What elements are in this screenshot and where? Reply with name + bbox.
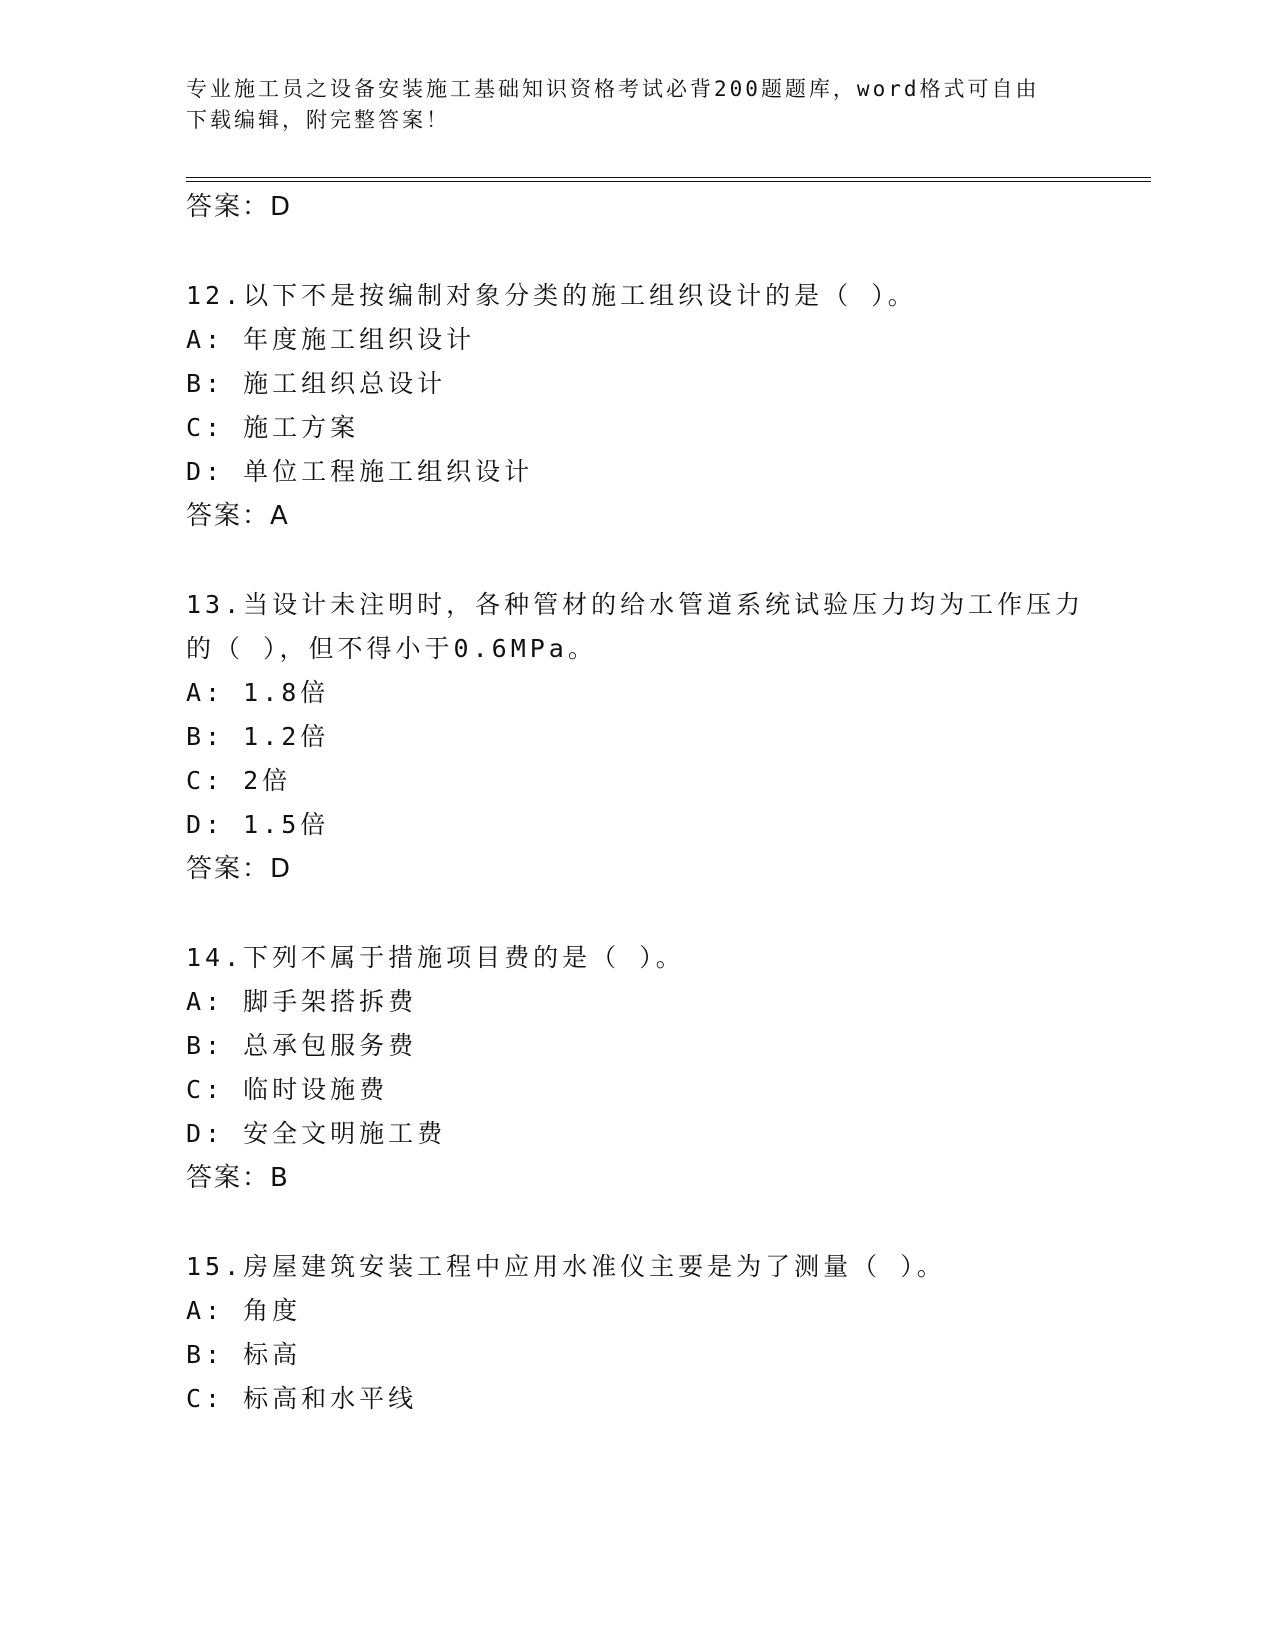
question-14-option-d: D: 安全文明施工费 <box>186 1119 447 1148</box>
question-14-stem: 14.下列不属于措施项目费的是（ ）。 <box>186 943 685 972</box>
document-header <box>186 74 1086 136</box>
header-line-2: 下载编辑，附完整答案！ <box>186 108 450 132</box>
question-13-option-d: D: 1.5倍 <box>186 810 330 839</box>
header-rule-top <box>186 177 1151 178</box>
question-14-option-c: C: 临时设施费 <box>186 1075 389 1104</box>
question-14-option-a: A: 脚手架搭拆费 <box>186 987 418 1016</box>
answer-14: 答案：B <box>186 1163 290 1193</box>
question-12-option-a: A: 年度施工组织设计 <box>186 325 476 354</box>
answer-12: 答案：A <box>186 501 290 531</box>
question-13-stem-line-2: 的（ ），但不得小于0.6MPa。 <box>186 634 597 663</box>
question-15-option-a: A: 角度 <box>186 1296 302 1325</box>
question-12-option-d: D: 单位工程施工组织设计 <box>186 457 534 486</box>
question-13-option-c: C: 2倍 <box>186 766 292 795</box>
question-15-stem: 15.房屋建筑安装工程中应用水准仪主要是为了测量（ ）。 <box>186 1252 946 1281</box>
question-13-stem-line-1: 13.当设计未注明时，各种管材的给水管道系统试验压力均为工作压力 <box>186 590 1085 619</box>
header-line-1: 专业施工员之设备安装施工基础知识资格考试必背200题题库，word格式可自由 <box>186 77 1040 101</box>
question-12-option-c: C: 施工方案 <box>186 413 360 442</box>
question-15-option-b: B: 标高 <box>186 1340 302 1369</box>
answer-13: 答案：D <box>186 854 293 884</box>
header-rule-bottom <box>186 181 1151 182</box>
question-14-option-b: B: 总承包服务费 <box>186 1031 418 1060</box>
question-15-option-c: C: 标高和水平线 <box>186 1384 418 1413</box>
question-13-option-a: A: 1.8倍 <box>186 678 330 707</box>
answer-11: 答案：D <box>186 192 293 222</box>
question-12-option-b: B: 施工组织总设计 <box>186 369 447 398</box>
question-13-option-b: B: 1.2倍 <box>186 722 330 751</box>
question-12-stem: 12.以下不是按编制对象分类的施工组织设计的是（ ）。 <box>186 281 917 310</box>
